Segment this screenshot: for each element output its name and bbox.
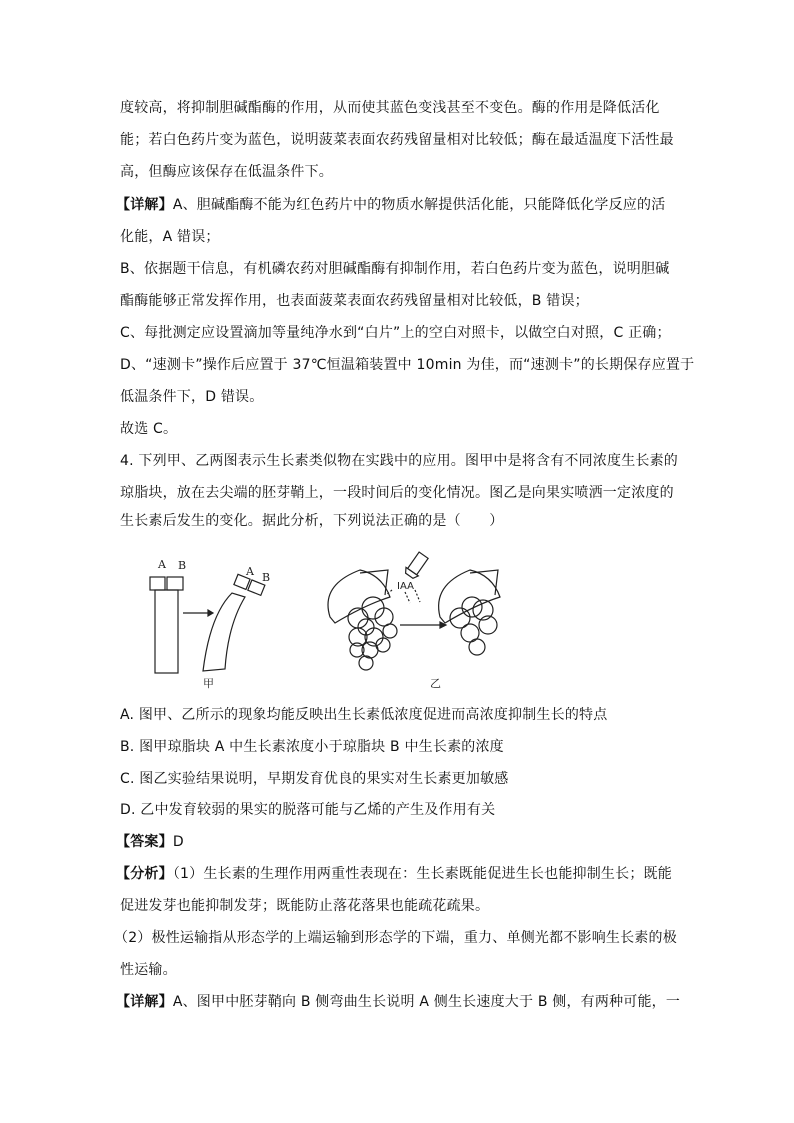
- text-line: B、依据题干信息，有机磷农药对胆碱酯酶有抑制作用，若白色药片变为蓝色，说明胆碱: [120, 261, 670, 277]
- answer-line: [116, 833, 184, 851]
- text-line: 酯酶能够正常发挥作用，也表面菠菜表面农药残留量相对比较低，B 错误；: [120, 293, 589, 309]
- figure: [120, 545, 520, 695]
- label-b-bent: B: [262, 571, 271, 584]
- grapes-before: [348, 597, 397, 670]
- text: A、图甲中胚芽鞘向 B 侧弯曲生长说明 A 侧生长速度大于 B 侧，有两种可能，一: [172, 994, 681, 1010]
- detail-tag: 【详解】: [116, 197, 173, 213]
- label-a-bent: A: [246, 565, 254, 578]
- text-line: 故选 C。: [120, 421, 178, 437]
- text-line: 低温条件下，D 错误。: [120, 389, 264, 405]
- label-a: A: [158, 558, 166, 571]
- text-line: 性运输。: [120, 962, 177, 978]
- text-line: 促进发芽也能抑制发芽；既能防止落花落果也能疏花疏果。: [120, 898, 490, 914]
- text-line: D、“速测卡”操作后应置于 37℃恒温箱装置中 10min 为佳，而“速测卡”的长期保存应置于: [120, 357, 695, 373]
- answer-value: D: [172, 834, 184, 850]
- question-line: 4. 下列甲、乙两图表示生长素类似物在实践中的应用。图甲中是将含有不同浓度生长素的: [120, 453, 679, 469]
- label-b: B: [178, 559, 187, 572]
- answer-tag: 【答案】: [116, 834, 173, 850]
- iaa-label: IAA: [397, 581, 414, 592]
- text-line: 能；若白色药片变为蓝色，说明菠菜表面农药残留量相对比较低；酶在最适温度下活性最: [120, 132, 674, 148]
- detail-tag: 【详解】: [116, 994, 173, 1010]
- option-c: C. 图乙实验结果说明，早期发育优良的果实对生长素更加敏感: [120, 771, 509, 787]
- detail-line: [116, 196, 665, 214]
- text-line: 度较高，将抑制胆碱酯酶的作用，从而使其蓝色变浅甚至不变色。酶的作用是降低活化: [120, 100, 660, 116]
- question-line: 生长素后发生的变化。据此分析，下列说法正确的是（ ）: [120, 513, 504, 529]
- option-b: B. 图甲琼脂块 A 中生长素浓度小于琼脂块 B 中生长素的浓度: [120, 739, 504, 755]
- caption-jia: 甲: [203, 677, 214, 690]
- text-line: （2）极性运输指从形态学的上端运输到形态学的下端，重力、单侧光都不影响生长素的极: [114, 930, 677, 946]
- option-a: A. 图甲、乙所示的现象均能反映出生长素低浓度促进而高浓度抑制生长的特点: [120, 707, 608, 723]
- text: （1）生长素的生理作用两重性表现在：生长素既能促进生长也能抑制生长；既能: [172, 866, 672, 882]
- grapes-after: [450, 597, 497, 655]
- text-line: C、每批测定应设置滴加等量纯净水到“白片”上的空白对照卡，以做空白对照，C 正确；: [120, 325, 671, 341]
- option-d: D. 乙中发育较弱的果实的脱落可能与乙烯的产生及作用有关: [120, 802, 496, 818]
- text: A、胆碱酯酶不能为红色药片中的物质水解提供活化能，只能降低化学反应的活: [172, 197, 666, 213]
- analysis-tag: 【分析】: [116, 866, 173, 882]
- text-line: 高，但酶应该保存在低温条件下。: [120, 164, 333, 180]
- caption-yi: 乙: [430, 677, 441, 690]
- analysis-line: [116, 865, 672, 883]
- detail-line: [116, 993, 680, 1011]
- text-line: 化能，A 错误；: [120, 229, 220, 245]
- question-line: 琼脂块，放在去尖端的胚芽鞘上，一段时间后的变化情况。图乙是向果实喷洒一定浓度的: [120, 485, 674, 501]
